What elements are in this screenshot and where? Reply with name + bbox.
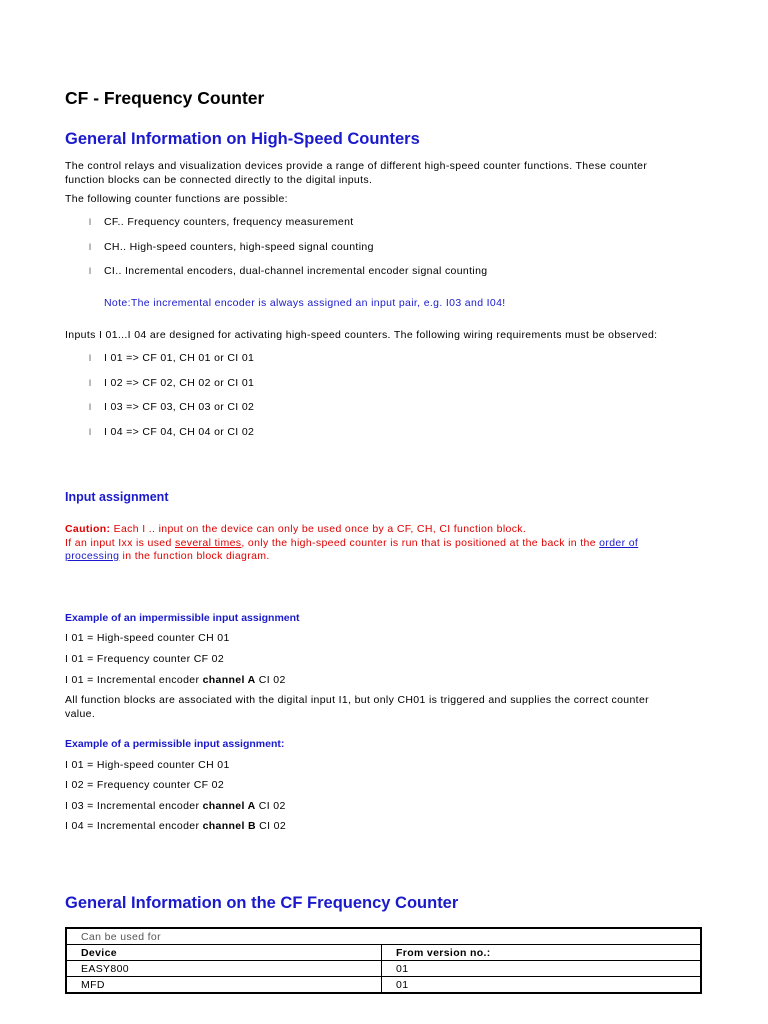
several-times-text: several times: [174, 536, 242, 549]
section-heading-cf-frequency-counter: General Information on the CF Frequency Counter: [65, 894, 459, 912]
wiring-intro: Inputs I 01...I 04 are designed for activating high-speed counters. The following wiring requirements must be observed:: [65, 329, 658, 341]
intro-line: The control relays and visualization devices provide a range of different high-speed counter functions. These counter: [65, 160, 648, 172]
caution-text: in the function block diagram.: [119, 550, 270, 562]
list-item: CF.. Frequency counters, frequency measurement: [104, 216, 354, 228]
list-item: I 02 => CF 02, CH 02 or CI 01: [104, 377, 255, 389]
list-item: I 03 => CF 03, CH 03 or CI 02: [104, 401, 255, 413]
order-of-processing-link[interactable]: order of: [599, 536, 639, 549]
example-line-text: CI 02: [255, 674, 286, 686]
compatibility-table: [65, 927, 702, 994]
bullet-icon: l: [89, 266, 91, 276]
channel-label: channel B: [202, 820, 256, 832]
example-line-text: I 03 = Incremental encoder: [65, 800, 203, 812]
example-line: I 02 = Frequency counter CF 02: [65, 779, 225, 791]
example-line: [65, 674, 715, 688]
section-heading-high-speed-counters: General Information on High-Speed Counters: [65, 130, 420, 148]
encoder-note: Note:The incremental encoder is always assigned an input pair, e.g. I03 and I04!: [104, 297, 506, 309]
list-item: CI.. Incremental encoders, dual-channel incremental encoder signal counting: [104, 265, 488, 277]
example-line-text: CI 02: [255, 800, 286, 812]
table-cell: MFD: [66, 977, 382, 994]
bullet-icon: l: [89, 427, 91, 437]
bullet-icon: l: [89, 217, 91, 227]
column-header-version: From version no.:: [382, 945, 702, 961]
impermissible-example-heading: Example of an impermissible input assignment: [65, 612, 300, 624]
example-line-text: I 04 = Incremental encoder: [65, 820, 203, 832]
possible-functions-text: The following counter functions are possible:: [65, 193, 288, 205]
caution-line: [65, 537, 715, 551]
permissible-example-heading: Example of a permissible input assignment:: [65, 738, 285, 750]
channel-label: channel A: [202, 674, 256, 686]
list-item: I 04 => CF 04, CH 04 or CI 02: [104, 426, 255, 438]
example-line: I 01 = High-speed counter CH 01: [65, 632, 230, 644]
table-caption-row: [66, 928, 701, 945]
order-of-processing-link[interactable]: processing: [65, 550, 120, 562]
list-item: CH.. High-speed counters, high-speed signal counting: [104, 241, 374, 253]
caution-text: , only the high-speed counter is run that is positioned at the back in the: [241, 536, 600, 549]
table-header-row: [66, 945, 701, 961]
example-line-text: CI 02: [255, 820, 287, 832]
example-line-text: I 01 = Incremental encoder: [65, 674, 203, 686]
caution-line: [65, 523, 715, 537]
bullet-icon: l: [89, 402, 91, 412]
caution-block: [65, 523, 715, 564]
caution-line: [65, 550, 715, 564]
example-line: I 01 = Frequency counter CF 02: [65, 653, 225, 665]
bullet-icon: l: [89, 353, 91, 363]
page-title: CF - Frequency Counter: [65, 88, 265, 108]
bullet-icon: l: [89, 242, 91, 252]
intro-paragraph: [65, 160, 715, 187]
input-assignment-heading: Input assignment: [65, 490, 169, 504]
table-cell: 01: [382, 977, 702, 994]
caution-text: If an input Ixx is used: [65, 536, 175, 549]
summary-line: value.: [65, 707, 96, 720]
caution-label: Caution:: [65, 523, 111, 535]
table-row: [66, 961, 701, 977]
summary-line: All function blocks are associated with the digital input I1, but only CH01 is triggered and supplies the correct counter: [65, 694, 649, 706]
intro-line: function blocks can be connected directly to the digital inputs.: [65, 173, 373, 186]
table-caption: Can be used for: [66, 928, 701, 945]
example-line: [65, 800, 715, 814]
caution-text: Each I .. input on the device can only be used once by a CF, CH, CI function block.: [110, 523, 527, 535]
example-line: I 01 = High-speed counter CH 01: [65, 759, 230, 771]
example-line: [65, 820, 715, 834]
table-row: [66, 977, 701, 994]
list-item: I 01 => CF 01, CH 01 or CI 01: [104, 352, 255, 364]
table-cell: 01: [382, 961, 702, 977]
table-cell: EASY800: [66, 961, 382, 977]
impermissible-summary: [65, 694, 715, 721]
bullet-icon: l: [89, 378, 91, 388]
channel-label: channel A: [202, 800, 256, 812]
column-header-device: Device: [66, 945, 382, 961]
